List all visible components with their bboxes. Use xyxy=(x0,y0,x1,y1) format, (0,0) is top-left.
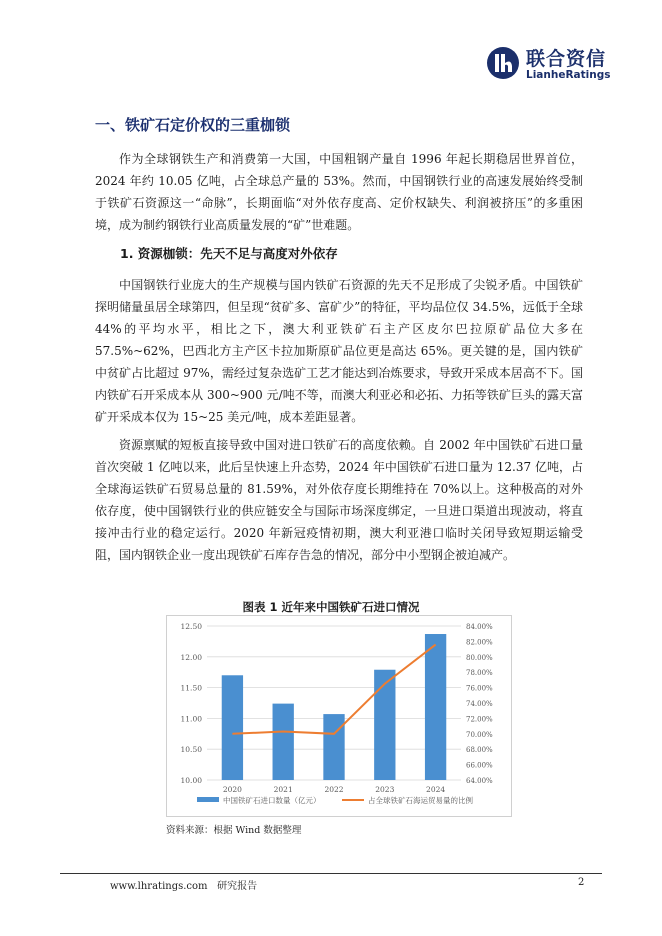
bar xyxy=(425,634,446,780)
y-right-tick-label: 66.00% xyxy=(466,761,493,770)
section-title: 一、铁矿石定价权的三重枷锁 xyxy=(95,116,291,134)
company-logo xyxy=(486,40,631,88)
y-right-tick-label: 68.00% xyxy=(466,746,493,755)
source-note: 资料来源：根据 Wind 数据整理 xyxy=(166,825,302,836)
y-right-tick-label: 74.00% xyxy=(466,700,493,708)
y-right-tick-label: 64.00% xyxy=(466,777,493,785)
legend-bar-label: 中国铁矿石进口数量（亿元） xyxy=(223,796,321,805)
bar xyxy=(323,714,344,780)
x-tick-label: 2024 xyxy=(426,785,446,794)
y-left-tick-label: 10.50 xyxy=(180,745,202,755)
legend-line-label: 占全球铁矿石海运贸易量的比例 xyxy=(368,796,473,805)
y-right-tick-label: 76.00% xyxy=(466,684,493,693)
y-left-tick-label: 12.50 xyxy=(180,622,202,631)
legend-bar-swatch xyxy=(197,797,219,802)
y-right-tick-label: 80.00% xyxy=(466,653,493,662)
y-right-tick-label: 70.00% xyxy=(466,730,493,739)
y-right-tick-label: 72.00% xyxy=(466,715,493,724)
footer-divider xyxy=(60,873,602,874)
footer-doc-type: 研究报告 xyxy=(217,881,258,892)
y-left-tick-label: 11.50 xyxy=(180,683,202,693)
import-chart xyxy=(166,615,512,817)
logo-english-name: LianheRatings xyxy=(526,69,611,81)
x-tick-label: 2023 xyxy=(375,785,395,794)
y-left-tick-label: 12.00 xyxy=(180,652,202,662)
paragraph-2: 中国钢铁行业庞大的生产规模与国内铁矿石资源的先天不足形成了尖锐矛盾。中国铁矿探明储量虽居全球第四，但呈现“贫矿多、富矿少”的特征，平均品位仅 34.5%，远低于全球 44%的平均水平，相比之下，澳大利亚铁矿石主产区皮尔巴拉原矿品位大多在 57.5%~62%，巴西北方主产区卡拉加斯原矿品位更是高达 65%。更关键的是，国内铁矿中贫矿占比超过 97%，需经过复杂选矿工艺才能达到冶炼要求，导致开采成本居高不下。国内铁矿石开采成本从 300~900 元/吨不等，而澳大利亚必和必拓、力拓等铁矿巨头的露天富矿开采成本仅为 15~25 美元/吨，成本差距显著。 xyxy=(95,278,583,424)
figure-title: 图表 1 近年来中国铁矿石进口情况 xyxy=(242,600,420,614)
page-number: 2 xyxy=(578,877,585,888)
footer-url: www.lhratings.com xyxy=(110,881,208,892)
x-tick-label: 2020 xyxy=(222,785,242,794)
bar xyxy=(222,675,243,780)
chart-canvas xyxy=(167,616,511,816)
paragraph-3: 资源禀赋的短板直接导致中国对进口铁矿石的高度依赖。自 2002 年中国铁矿石进口量首次突破 1 亿吨以来，此后呈快速上升态势，2024 年中国铁矿石进口量为 12.37 亿吨，占全球海运铁矿石贸易总量的 81.59%，对外依存度长期维持在 70%以上。这种极高的对外依存度，使中国钢铁行业的供应链安全与国际市场深度绑定，一旦进口渠道出现波动，将直接冲击行业的稳定运行。2020 年新冠疫情初期，澳大利亚港口临时关闭导致短期运输受阻，国内钢铁企业一度出现铁矿石库存告急的情况，部分中小型钢企被迫减产。 xyxy=(95,438,583,562)
bar xyxy=(273,704,294,780)
y-right-tick-label: 82.00% xyxy=(466,638,493,647)
x-tick-label: 2021 xyxy=(273,785,293,794)
bar xyxy=(374,670,395,780)
lianhe-logo-icon xyxy=(486,46,520,80)
y-right-tick-label: 84.00% xyxy=(466,623,493,631)
y-left-tick-label: 10.00 xyxy=(180,776,202,785)
paragraph-1: 作为全球钢铁生产和消费第一大国，中国粗钢产量自 1996 年起长期稳居世界首位，2024 年约 10.05 亿吨，占全球总产量的 53%。然而，中国钢铁行业的高速发展始终受制于铁矿石资源这一“命脉”，长期面临“对外依存度高、定价权缺失、利润被挤压”的多重困境，成为制约钢铁行业高质量发展的“矿”世难题。 xyxy=(95,152,583,232)
y-right-tick-label: 78.00% xyxy=(466,669,493,678)
subsection-title: 1. 资源枷锁：先天不足与高度对外依存 xyxy=(120,246,338,261)
logo-chinese-name: 联合资信 xyxy=(526,48,607,70)
footer-site xyxy=(110,877,257,892)
y-left-tick-label: 11.00 xyxy=(180,714,202,724)
x-tick-label: 2022 xyxy=(324,785,344,794)
